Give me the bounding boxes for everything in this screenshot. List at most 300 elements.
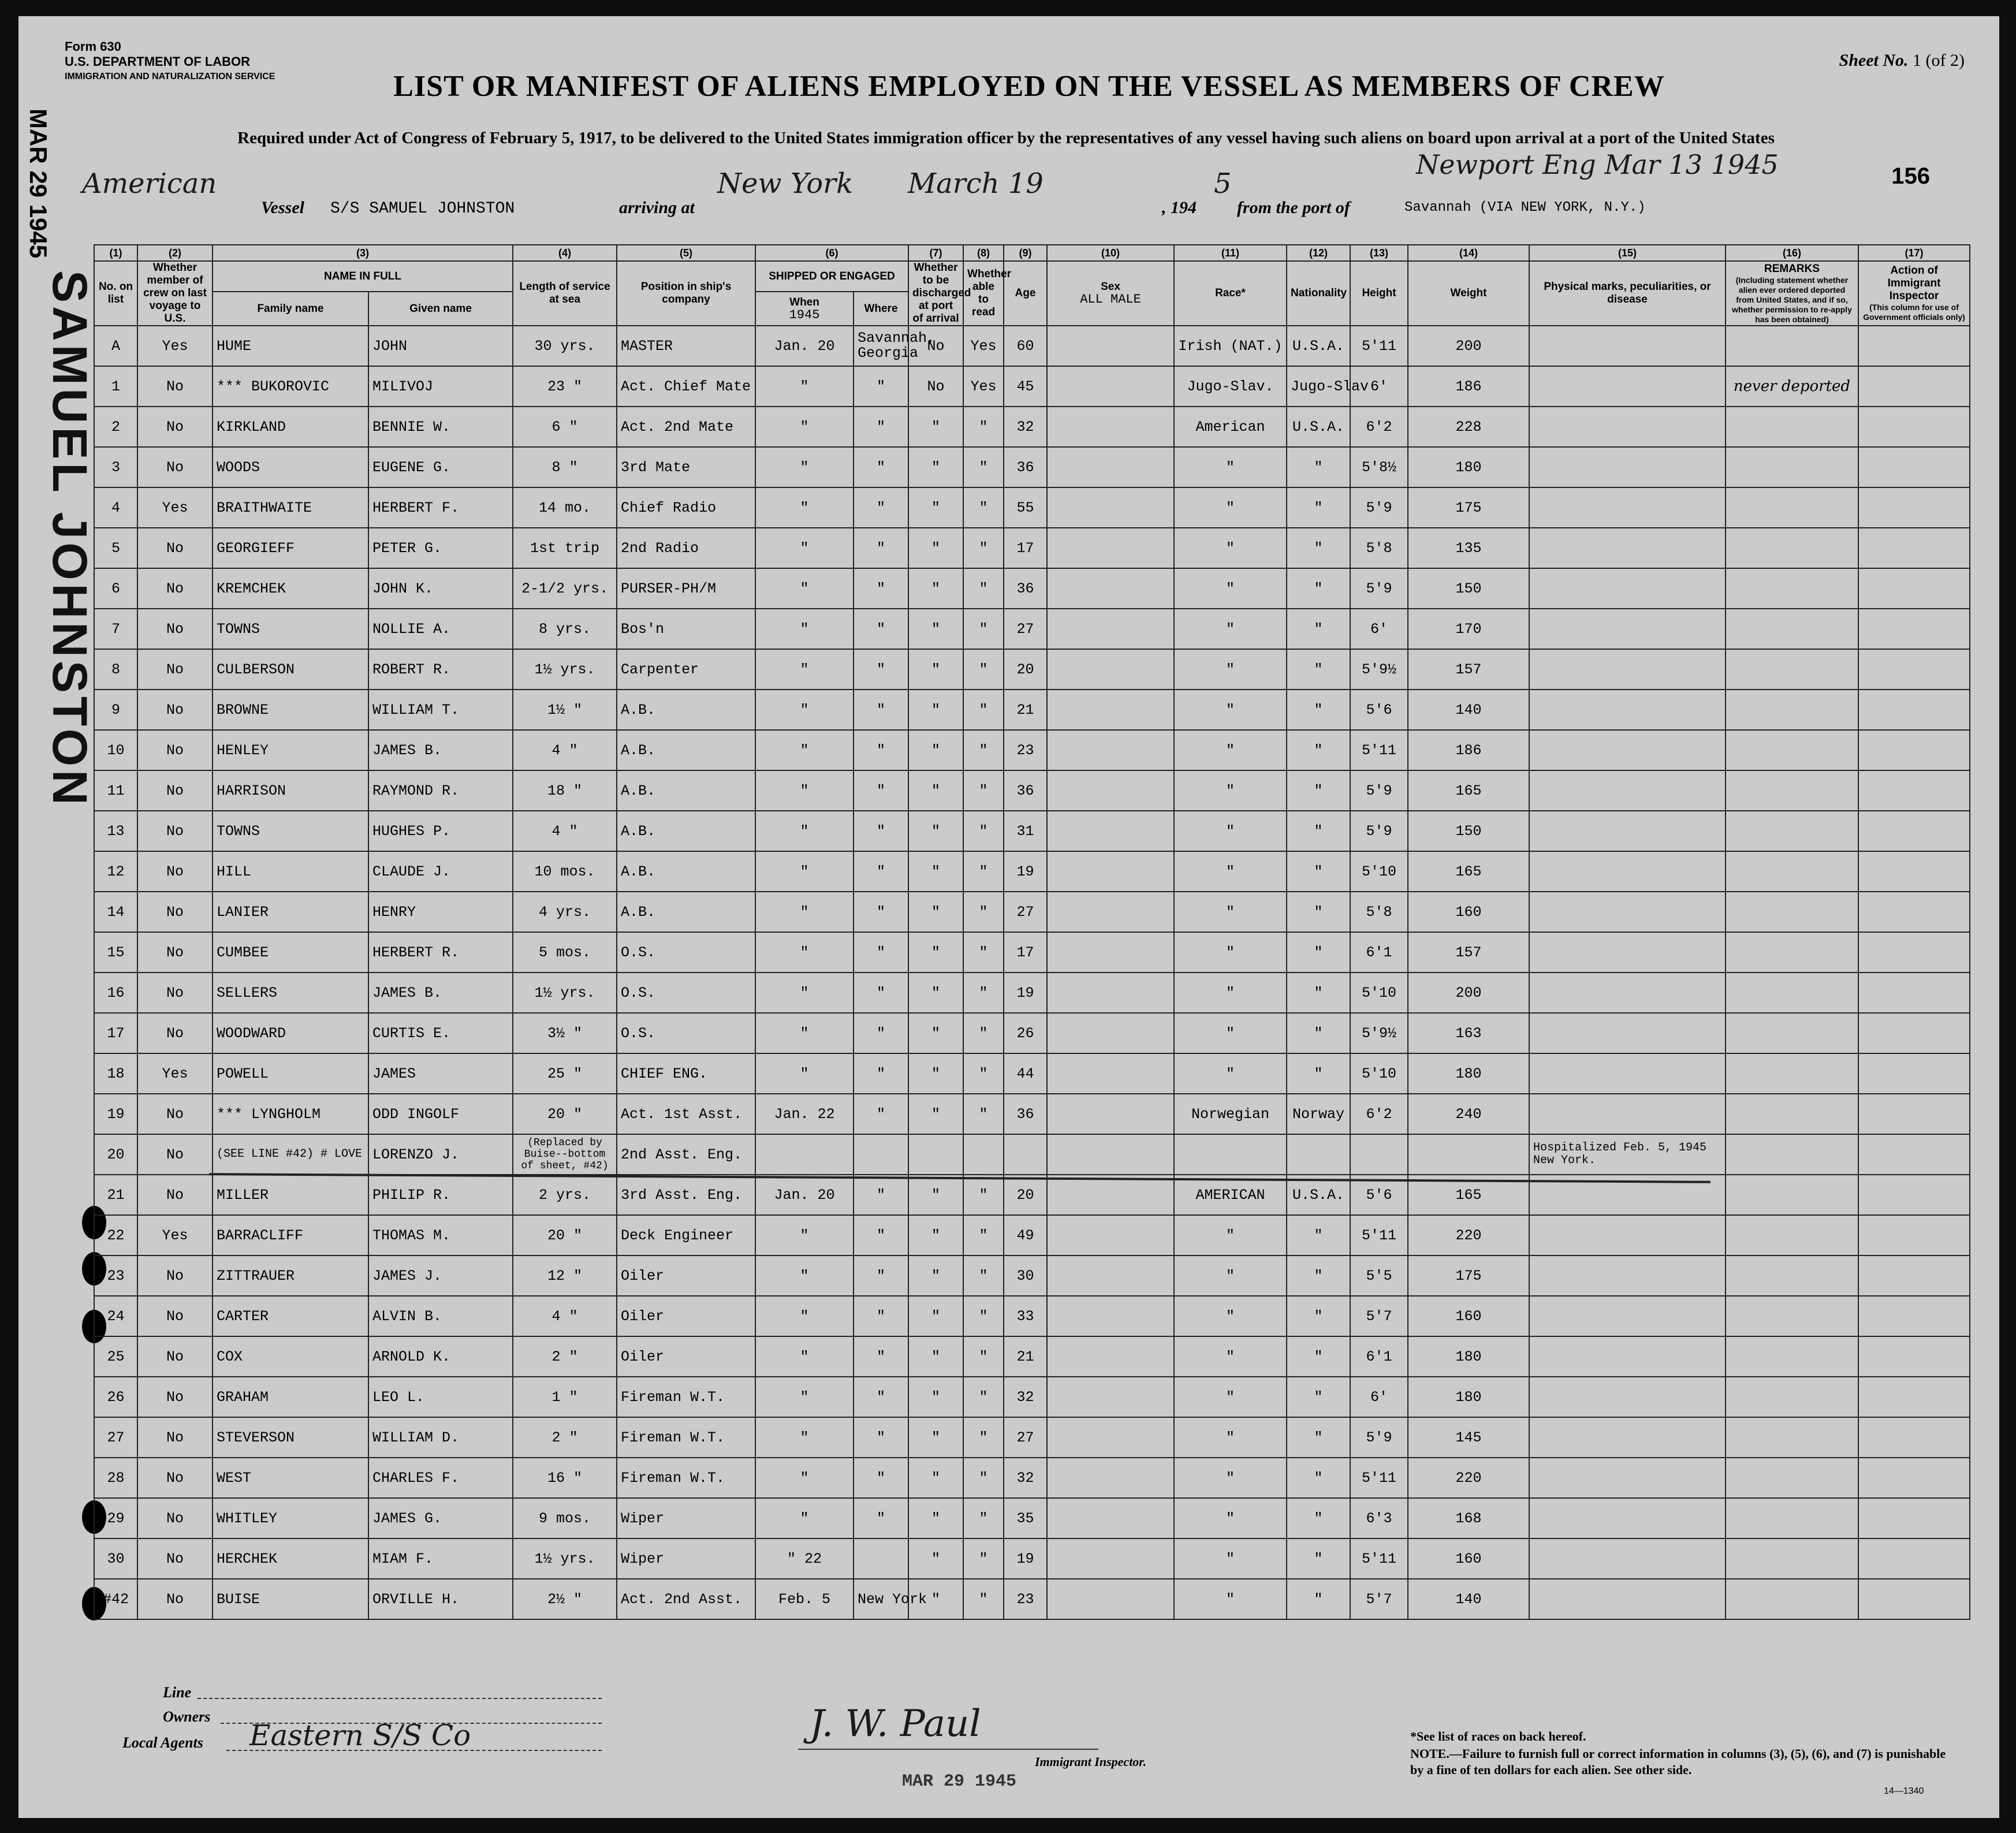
- cell-height: 5'9: [1350, 811, 1408, 851]
- cell-sex: [1047, 1458, 1174, 1498]
- table-row: [94, 528, 1970, 568]
- cell-weight: 186: [1408, 730, 1529, 770]
- cell-position: MASTER: [617, 326, 755, 366]
- cell-action: [1858, 892, 1970, 932]
- table-row: [94, 407, 1970, 447]
- cell-read: ": [963, 690, 1004, 730]
- cell-race: ": [1174, 973, 1287, 1013]
- cell-action: [1858, 730, 1970, 770]
- cell-action: [1858, 407, 1970, 447]
- cell-age: 27: [1004, 892, 1047, 932]
- cell-service: 1½ yrs.: [513, 649, 617, 690]
- crew-rows: [94, 326, 1970, 1619]
- cell-race: ": [1174, 528, 1287, 568]
- cell-height: 5'8: [1350, 528, 1408, 568]
- header-weight: Weight: [1408, 261, 1529, 326]
- cell-marks: [1529, 407, 1726, 447]
- cell-action: [1858, 1498, 1970, 1538]
- cell-service: 4 ": [513, 730, 617, 770]
- col-num: (11): [1174, 245, 1287, 261]
- cell-age: 21: [1004, 690, 1047, 730]
- cell-weight: 165: [1408, 1175, 1529, 1215]
- cell-when: Jan. 22: [755, 1094, 854, 1134]
- cell-service: (Replaced by Buise--bottom of sheet, #42): [513, 1134, 617, 1175]
- col-num: (8): [963, 245, 1004, 261]
- cell-disch: ": [908, 1094, 963, 1134]
- cell-weight: 175: [1408, 1255, 1529, 1296]
- cell-marks: [1529, 730, 1726, 770]
- cell-age: 19: [1004, 973, 1047, 1013]
- cell-age: [1004, 1134, 1047, 1175]
- cell-action: [1858, 1579, 1970, 1619]
- cell-action: [1858, 1134, 1970, 1175]
- cell-read: ": [963, 811, 1004, 851]
- cell-marks: [1529, 609, 1726, 649]
- cell-disch: ": [908, 1377, 963, 1417]
- cell-where: ": [854, 690, 908, 730]
- table-row: [94, 649, 1970, 690]
- cell-nat: ": [1287, 1296, 1350, 1336]
- cell-race: ": [1174, 649, 1287, 690]
- cell-service: 4 ": [513, 811, 617, 851]
- cell-race: ": [1174, 1538, 1287, 1579]
- page-subtitle: Required under Act of Congress of February 5, 1917, to be delivered to the United States immigration officer by the representatives of any vessel having such aliens on board upon arrival at a port of the United States: [237, 129, 1775, 147]
- cell-race: ": [1174, 1417, 1287, 1458]
- cell-given: CHARLES F.: [368, 1458, 513, 1498]
- cell-prev: No: [137, 690, 213, 730]
- cell-disch: ": [908, 447, 963, 487]
- cell-position: O.S.: [617, 932, 755, 973]
- cell-height: 5'8½: [1350, 447, 1408, 487]
- cell-position: Act. 2nd Mate: [617, 407, 755, 447]
- cell-when: ": [755, 1377, 854, 1417]
- cell-remarks: [1726, 973, 1858, 1013]
- cell-read: ": [963, 1013, 1004, 1053]
- cell-read: ": [963, 609, 1004, 649]
- cell-prev: No: [137, 649, 213, 690]
- cell-prev: No: [137, 1538, 213, 1579]
- print-code: 14—1340: [1884, 1786, 1924, 1796]
- col-num: (9): [1004, 245, 1047, 261]
- agents-field: [226, 1750, 602, 1751]
- cell-height: 6'2: [1350, 407, 1408, 447]
- cell-given: RAYMOND R.: [368, 770, 513, 811]
- cell-action: [1858, 528, 1970, 568]
- cell-weight: 200: [1408, 973, 1529, 1013]
- cell-sex: [1047, 1296, 1174, 1336]
- cell-weight: 180: [1408, 1053, 1529, 1094]
- cell-weight: 157: [1408, 932, 1529, 973]
- cell-weight: 135: [1408, 528, 1529, 568]
- cell-age: 17: [1004, 932, 1047, 973]
- cell-nat: ": [1287, 851, 1350, 892]
- vessel-label: Vessel: [261, 198, 304, 217]
- cell-where: ": [854, 1296, 908, 1336]
- cell-height: 5'11: [1350, 326, 1408, 366]
- cell-service: 16 ": [513, 1458, 617, 1498]
- header-shipped: SHIPPED OR ENGAGED: [755, 261, 908, 292]
- cell-disch: ": [908, 851, 963, 892]
- cell-family: (SEE LINE #42) # LOVE: [213, 1134, 368, 1175]
- cell-prev: No: [137, 366, 213, 407]
- cell-position: PURSER-PH/M: [617, 568, 755, 609]
- cell-disch: ": [908, 1498, 963, 1538]
- cell-where: ": [854, 892, 908, 932]
- cell-height: 5'5: [1350, 1255, 1408, 1296]
- header-sex: [1047, 261, 1174, 326]
- cell-read: ": [963, 1498, 1004, 1538]
- cell-read: ": [963, 528, 1004, 568]
- table-row: [94, 609, 1970, 649]
- cell-remarks: [1726, 1013, 1858, 1053]
- cell-height: 6'2: [1350, 1094, 1408, 1134]
- cell-position: A.B.: [617, 690, 755, 730]
- cell-height: 5'9½: [1350, 649, 1408, 690]
- cell-given: JAMES G.: [368, 1498, 513, 1538]
- cell-age: 30: [1004, 1255, 1047, 1296]
- cell-when: ": [755, 609, 854, 649]
- cell-race: ": [1174, 892, 1287, 932]
- arrival-date-handwritten: March 19: [908, 167, 1044, 200]
- col-num: (17): [1858, 245, 1970, 261]
- cell-where: ": [854, 932, 908, 973]
- cell-nat: ": [1287, 690, 1350, 730]
- cell-race: ": [1174, 1458, 1287, 1498]
- manifest-sheet: [18, 16, 1999, 1818]
- cell-given: CLAUDE J.: [368, 851, 513, 892]
- cell-read: ": [963, 1255, 1004, 1296]
- cell-action: [1858, 1013, 1970, 1053]
- cell-position: Deck Engineer: [617, 1215, 755, 1255]
- header-when-label: When: [789, 296, 819, 308]
- cell-remarks: [1726, 1134, 1858, 1175]
- cell-when: ": [755, 366, 854, 407]
- year-handwritten: 5: [1214, 167, 1232, 200]
- crew-table: [94, 244, 1970, 1620]
- cell-family: ZITTRAUER: [213, 1255, 368, 1296]
- cell-race: ": [1174, 730, 1287, 770]
- cell-no: 24: [94, 1296, 137, 1336]
- cell-sex: [1047, 973, 1174, 1013]
- cell-position: Act. 2nd Asst.: [617, 1579, 755, 1619]
- cell-height: 5'9: [1350, 1417, 1408, 1458]
- sex-value: ALL MALE: [1080, 292, 1141, 307]
- cell-family: MILLER: [213, 1175, 368, 1215]
- cell-action: [1858, 1377, 1970, 1417]
- cell-disch: ": [908, 690, 963, 730]
- cell-given: JAMES: [368, 1053, 513, 1094]
- cell-when: ": [755, 1296, 854, 1336]
- header-nationality: Nationality: [1287, 261, 1350, 326]
- cell-race: ": [1174, 1013, 1287, 1053]
- cell-family: TOWNS: [213, 609, 368, 649]
- table-row: [94, 1134, 1970, 1175]
- cell-action: [1858, 851, 1970, 892]
- cell-given: LEO L.: [368, 1377, 513, 1417]
- cell-remarks: [1726, 1336, 1858, 1377]
- cell-disch: ": [908, 932, 963, 973]
- cell-action: [1858, 1417, 1970, 1458]
- cell-marks: [1529, 811, 1726, 851]
- agents-handwritten: Eastern S/S Co: [249, 1719, 471, 1752]
- cell-position: Chief Radio: [617, 487, 755, 528]
- cell-action: [1858, 1215, 1970, 1255]
- col-num: (15): [1529, 245, 1726, 261]
- cell-remarks: [1726, 1377, 1858, 1417]
- cell-nat: Norway: [1287, 1094, 1350, 1134]
- cell-weight: 168: [1408, 1498, 1529, 1538]
- header-action-note: (This column for use of Government officials only): [1863, 303, 1965, 322]
- cell-nat: ": [1287, 1417, 1350, 1458]
- table-row: [94, 932, 1970, 973]
- cell-age: 21: [1004, 1336, 1047, 1377]
- cell-service: 10 mos.: [513, 851, 617, 892]
- cell-family: HILL: [213, 851, 368, 892]
- cell-nat: ": [1287, 528, 1350, 568]
- cell-height: 5'8: [1350, 892, 1408, 932]
- cell-prev: Yes: [137, 326, 213, 366]
- cell-nat: ": [1287, 568, 1350, 609]
- cell-action: [1858, 1336, 1970, 1377]
- cell-family: GEORGIEFF: [213, 528, 368, 568]
- cell-prev: No: [137, 1336, 213, 1377]
- cell-no: 14: [94, 892, 137, 932]
- cell-sex: [1047, 690, 1174, 730]
- cell-race: ": [1174, 770, 1287, 811]
- cell-position: Act. 1st Asst.: [617, 1094, 755, 1134]
- cell-service: 2-1/2 yrs.: [513, 568, 617, 609]
- header-position: Position in ship's company: [617, 261, 755, 326]
- cell-remarks: [1726, 326, 1858, 366]
- cell-service: 1½ yrs.: [513, 1538, 617, 1579]
- inspector-signature: J. W. Paul: [810, 1702, 981, 1745]
- cell-given: HUGHES P.: [368, 811, 513, 851]
- inspector-field: [798, 1749, 1098, 1750]
- cell-no: 12: [94, 851, 137, 892]
- cell-given: BENNIE W.: [368, 407, 513, 447]
- cell-marks: [1529, 690, 1726, 730]
- cell-given: JOHN: [368, 326, 513, 366]
- cell-action: [1858, 447, 1970, 487]
- cell-given: ORVILLE H.: [368, 1579, 513, 1619]
- cell-prev: No: [137, 1296, 213, 1336]
- cell-action: [1858, 1094, 1970, 1134]
- cell-when: ": [755, 1417, 854, 1458]
- cell-service: 23 ": [513, 366, 617, 407]
- column-number-row: [94, 245, 1970, 261]
- cell-height: 5'11: [1350, 1215, 1408, 1255]
- cell-no: 30: [94, 1538, 137, 1579]
- cell-marks: [1529, 366, 1726, 407]
- cell-read: ": [963, 568, 1004, 609]
- cell-when: ": [755, 1498, 854, 1538]
- cell-service: 8 ": [513, 447, 617, 487]
- cell-age: 19: [1004, 851, 1047, 892]
- cell-nat: ": [1287, 973, 1350, 1013]
- cell-family: BARRACLIFF: [213, 1215, 368, 1255]
- cell-weight: [1408, 1134, 1529, 1175]
- table-row: [94, 1053, 1970, 1094]
- cell-family: BROWNE: [213, 690, 368, 730]
- cell-height: 5'7: [1350, 1296, 1408, 1336]
- cell-when: ": [755, 690, 854, 730]
- table-row: [94, 487, 1970, 528]
- cell-service: 5 mos.: [513, 932, 617, 973]
- table-row: [94, 1579, 1970, 1619]
- cell-no: A: [94, 326, 137, 366]
- cell-no: 16: [94, 973, 137, 1013]
- cell-age: 20: [1004, 1175, 1047, 1215]
- table-row: [94, 1417, 1970, 1458]
- cell-no: #42: [94, 1579, 137, 1619]
- col-num: (6): [755, 245, 908, 261]
- cell-when: ": [755, 1458, 854, 1498]
- cell-nat: ": [1287, 811, 1350, 851]
- table-row: [94, 851, 1970, 892]
- cell-nat: U.S.A.: [1287, 407, 1350, 447]
- cell-remarks: [1726, 649, 1858, 690]
- cell-nat: ": [1287, 1255, 1350, 1296]
- cell-read: ": [963, 649, 1004, 690]
- cell-remarks: [1726, 609, 1858, 649]
- cell-sex: [1047, 1498, 1174, 1538]
- cell-when: ": [755, 932, 854, 973]
- cell-height: 5'6: [1350, 1175, 1408, 1215]
- cell-no: 20: [94, 1134, 137, 1175]
- cell-family: GRAHAM: [213, 1377, 368, 1417]
- cell-disch: No: [908, 366, 963, 407]
- cell-age: 19: [1004, 1538, 1047, 1579]
- cell-prev: No: [137, 1134, 213, 1175]
- cell-where: [854, 1538, 908, 1579]
- cell-race: AMERICAN: [1174, 1175, 1287, 1215]
- cell-position: A.B.: [617, 811, 755, 851]
- cell-position: 3rd Mate: [617, 447, 755, 487]
- cell-position: O.S.: [617, 1013, 755, 1053]
- cell-where: ": [854, 649, 908, 690]
- cell-sex: [1047, 1175, 1174, 1215]
- date-stamp: MAR 29 1945: [25, 109, 52, 259]
- cell-race: ": [1174, 1377, 1287, 1417]
- cell-where: ": [854, 447, 908, 487]
- cell-disch: ": [908, 892, 963, 932]
- header-when-year: 1945: [789, 307, 820, 322]
- cell-given: WILLIAM T.: [368, 690, 513, 730]
- cell-where: Savannah, Georgia: [854, 326, 908, 366]
- header-action-label: Action of Immigrant Inspector: [1887, 264, 1941, 302]
- cell-no: 25: [94, 1336, 137, 1377]
- cell-where: ": [854, 1175, 908, 1215]
- col-num: (14): [1408, 245, 1529, 261]
- cell-remarks: [1726, 528, 1858, 568]
- cell-nat: ": [1287, 649, 1350, 690]
- cell-prev: No: [137, 1094, 213, 1134]
- cell-where: ": [854, 770, 908, 811]
- table-row: [94, 366, 1970, 407]
- cell-given: JOHN K.: [368, 568, 513, 609]
- cell-read: ": [963, 447, 1004, 487]
- cell-read: ": [963, 851, 1004, 892]
- cell-disch: ": [908, 1013, 963, 1053]
- cell-height: 6'1: [1350, 1336, 1408, 1377]
- cell-race: ": [1174, 811, 1287, 851]
- cell-prev: No: [137, 568, 213, 609]
- cell-given: CURTIS E.: [368, 1013, 513, 1053]
- cell-read: ": [963, 1579, 1004, 1619]
- cell-given: JAMES B.: [368, 730, 513, 770]
- cell-weight: 150: [1408, 811, 1529, 851]
- cell-read: ": [963, 932, 1004, 973]
- cell-service: 12 ": [513, 1255, 617, 1296]
- cell-prev: No: [137, 851, 213, 892]
- cell-prev: No: [137, 770, 213, 811]
- cell-position: Wiper: [617, 1498, 755, 1538]
- cell-height: 6'1: [1350, 932, 1408, 973]
- header-where: Where: [854, 292, 908, 326]
- year-label: , 194: [1162, 198, 1197, 217]
- cell-age: 23: [1004, 1579, 1047, 1619]
- cell-remarks: never deported: [1726, 366, 1858, 407]
- cell-nat: ": [1287, 730, 1350, 770]
- cell-race: ": [1174, 1579, 1287, 1619]
- cell-nat: ": [1287, 1538, 1350, 1579]
- cell-no: 3: [94, 447, 137, 487]
- cell-position: Act. Chief Mate: [617, 366, 755, 407]
- cell-sex: [1047, 528, 1174, 568]
- cell-service: 4 yrs.: [513, 892, 617, 932]
- cell-action: [1858, 811, 1970, 851]
- cell-given: HERBERT R.: [368, 932, 513, 973]
- cell-given: ALVIN B.: [368, 1296, 513, 1336]
- cell-race: ": [1174, 447, 1287, 487]
- cell-sex: [1047, 1134, 1174, 1175]
- cell-family: WOODS: [213, 447, 368, 487]
- cell-sex: [1047, 407, 1174, 447]
- cell-position: 3rd Asst. Eng.: [617, 1175, 755, 1215]
- table-row: [94, 1215, 1970, 1255]
- cell-age: 44: [1004, 1053, 1047, 1094]
- cell-no: 29: [94, 1498, 137, 1538]
- cell-height: 6'3: [1350, 1498, 1408, 1538]
- header-row: [94, 261, 1970, 292]
- cell-family: CARTER: [213, 1296, 368, 1336]
- cell-given: HERBERT F.: [368, 487, 513, 528]
- cell-height: 5'9½: [1350, 1013, 1408, 1053]
- cell-height: [1350, 1134, 1408, 1175]
- cell-marks: [1529, 1215, 1726, 1255]
- page-title: LIST OR MANIFEST OF ALIENS EMPLOYED ON THE VESSEL AS MEMBERS OF CREW: [393, 70, 1665, 103]
- cell-family: WEST: [213, 1458, 368, 1498]
- cell-marks: [1529, 892, 1726, 932]
- cell-marks: [1529, 770, 1726, 811]
- cell-race: ": [1174, 1215, 1287, 1255]
- cell-disch: ": [908, 1538, 963, 1579]
- cell-marks: [1529, 932, 1726, 973]
- cell-height: 6': [1350, 1377, 1408, 1417]
- cell-weight: 220: [1408, 1458, 1529, 1498]
- cell-when: [755, 1134, 854, 1175]
- cell-family: CUMBEE: [213, 932, 368, 973]
- service-name: IMMIGRATION AND NATURALIZATION SERVICE: [65, 72, 275, 81]
- cell-remarks: [1726, 690, 1858, 730]
- cell-weight: 180: [1408, 447, 1529, 487]
- cell-marks: [1529, 1377, 1726, 1417]
- table-row: [94, 1255, 1970, 1296]
- cell-weight: 160: [1408, 892, 1529, 932]
- table-row: [94, 1458, 1970, 1498]
- cell-when: ": [755, 528, 854, 568]
- header-last-voyage: Whether member of crew on last voyage to U.S.: [137, 261, 213, 326]
